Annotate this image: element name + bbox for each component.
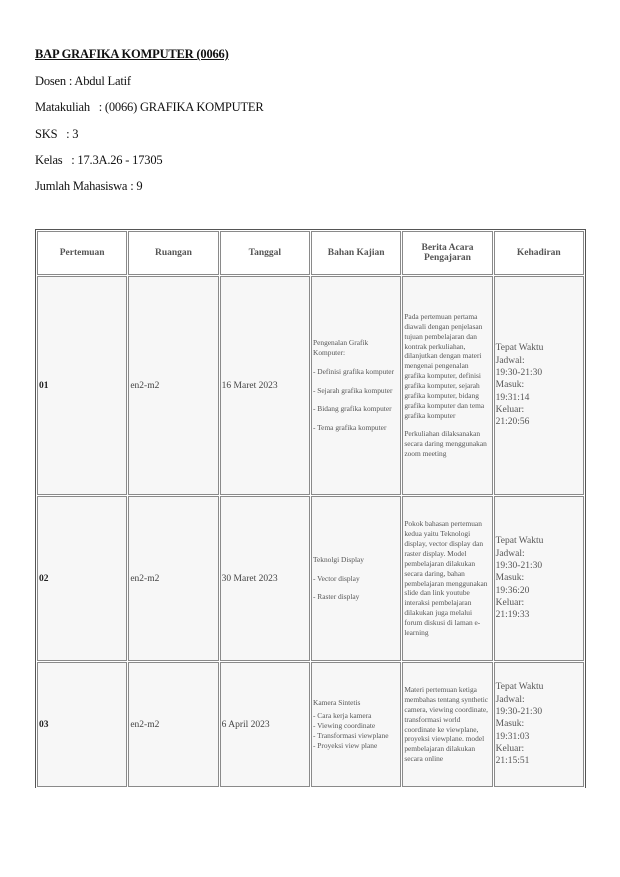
page-title: BAP GRAFIKA KOMPUTER (0066) — [35, 47, 229, 61]
kehadiran-line: 21:15:51 — [495, 756, 530, 767]
kehadiran-line: 19:31:14 — [495, 392, 530, 403]
kehadiran-line: Masuk: — [495, 719, 525, 730]
kehadiran-line: 19:36:20 — [495, 585, 530, 596]
berita-paragraph: Perkuliahan dilaksanakan secara daring menggunakan zoom meeting — [404, 429, 487, 459]
kehadiran-status: Tepat Waktu — [495, 682, 544, 693]
kehadiran-line: 21:20:56 — [495, 417, 530, 428]
cell-ruangan: en2-m2 — [128, 276, 218, 495]
cell-ruangan: en2-m2 — [128, 496, 218, 661]
kehadiran-line: 19:30-21:30 — [495, 367, 543, 378]
cell-berita-acara — [402, 662, 492, 787]
kehadiran-line: Keluar: — [495, 744, 525, 755]
bahan-line: - Transformasi viewplane — [312, 730, 389, 740]
table-row — [37, 276, 584, 495]
kehadiran-line: Jadwal: — [495, 694, 525, 705]
sks-line: SKS : 3 — [35, 127, 79, 141]
kehadiran-line: 21:19:33 — [495, 610, 530, 621]
berita-paragraph: Pokok bahasan pertemuan kedua yaitu Teknologi display, vector display dan raster display. Model pembelajaran dilakukan secara daring, bahan pembelajaran menggunakan slide dan link youtube interaksi pembelajaran dilakukan juga melalui forum diskusi di laman e-learning — [404, 519, 488, 637]
col-header-kehadiran: Kehadiran — [494, 231, 584, 275]
attendance-table — [36, 230, 585, 788]
cell-bahan-kajian — [311, 662, 401, 787]
bahan-line: - Proyeksi view plane — [312, 740, 378, 750]
col-header-ruangan: Ruangan — [128, 231, 218, 275]
col-header-berita-acara: Berita Acara Pengajaran — [402, 231, 492, 275]
cell-kehadiran — [494, 662, 584, 787]
jumlah-mahasiswa-line: Jumlah Mahasiswa : 9 — [35, 179, 143, 193]
cell-pertemuan: 02 — [37, 496, 127, 661]
kehadiran-status: Tepat Waktu — [495, 536, 544, 547]
kelas-line: Kelas : 17.3A.26 - 17305 — [35, 153, 163, 167]
cell-kehadiran — [494, 496, 584, 661]
kehadiran-status: Tepat Waktu — [495, 343, 544, 354]
table-row — [37, 496, 584, 661]
cell-pertemuan: 03 — [37, 662, 127, 787]
cell-bahan-kajian — [311, 276, 401, 495]
kehadiran-line: Masuk: — [495, 573, 525, 584]
kehadiran-line: Masuk: — [495, 380, 525, 391]
matakuliah-line: Matakuliah : (0066) GRAFIKA KOMPUTER — [35, 100, 264, 114]
cell-pertemuan: 01 — [37, 276, 127, 495]
kehadiran-line: Jadwal: — [495, 355, 525, 366]
cell-bahan-kajian — [311, 496, 401, 661]
cell-tanggal: 30 Maret 2023 — [220, 496, 310, 661]
cell-ruangan: en2-m2 — [128, 662, 218, 787]
bahan-line: Kamera Sintetis — [312, 698, 361, 708]
col-header-tanggal: Tanggal — [220, 231, 310, 275]
bahan-line: - Definisi grafika komputer — [312, 366, 395, 376]
bahan-line: - Viewing coordinate — [312, 721, 376, 731]
cell-tanggal: 16 Maret 2023 — [220, 276, 310, 495]
kehadiran-line: Jadwal: — [495, 548, 525, 559]
cell-kehadiran — [494, 276, 584, 495]
cell-berita-acara — [402, 496, 492, 661]
table-row — [37, 662, 584, 787]
cell-berita-acara — [402, 276, 492, 495]
berita-paragraph: Materi pertemuan ketiga membahas tentang synthetic camera, viewing coordinate, transformasi world coordinate ke viewplane, proyeksi viewplane. model pembelajaran dilakukan secara online — [404, 685, 489, 764]
col-header-pertemuan: Pertemuan — [37, 231, 127, 275]
kehadiran-line: 19:31:03 — [495, 731, 530, 742]
bahan-line: - Sejarah grafika komputer — [312, 385, 393, 395]
bahan-line: Pengenalan Grafik Komputer: — [312, 337, 369, 357]
bahan-line: - Raster display — [312, 592, 360, 602]
kehadiran-line: Keluar: — [495, 598, 525, 609]
table-header-row — [37, 231, 584, 275]
kehadiran-line: 19:30-21:30 — [495, 706, 543, 717]
bahan-line: - Cara kerja kamera — [312, 711, 372, 721]
bahan-line: Teknolgi Display — [312, 554, 364, 564]
kehadiran-line: Keluar: — [495, 405, 525, 416]
cell-tanggal: 6 April 2023 — [220, 662, 310, 787]
bahan-line: - Tema grafika komputer — [312, 423, 387, 433]
dosen-line: Dosen : Abdul Latif — [35, 74, 131, 88]
bahan-line: - Vector display — [312, 573, 360, 583]
col-header-bahan-kajian: Bahan Kajian — [311, 231, 401, 275]
kehadiran-line: 19:30-21:30 — [495, 560, 543, 571]
bahan-line: - Bidang grafika komputer — [312, 404, 392, 414]
bap-table — [35, 229, 586, 788]
berita-paragraph: Pada pertemuan pertama diawali dengan penjelasan tujuan pembelajaran dan kontrak perkuliahan, dilanjutkan dengan materi mengenai pengenalan grafika komputer, definisi grafika komputer, sejarah grafika komputer, bidang grafika komputer dan tema grafika komputer — [404, 312, 485, 420]
